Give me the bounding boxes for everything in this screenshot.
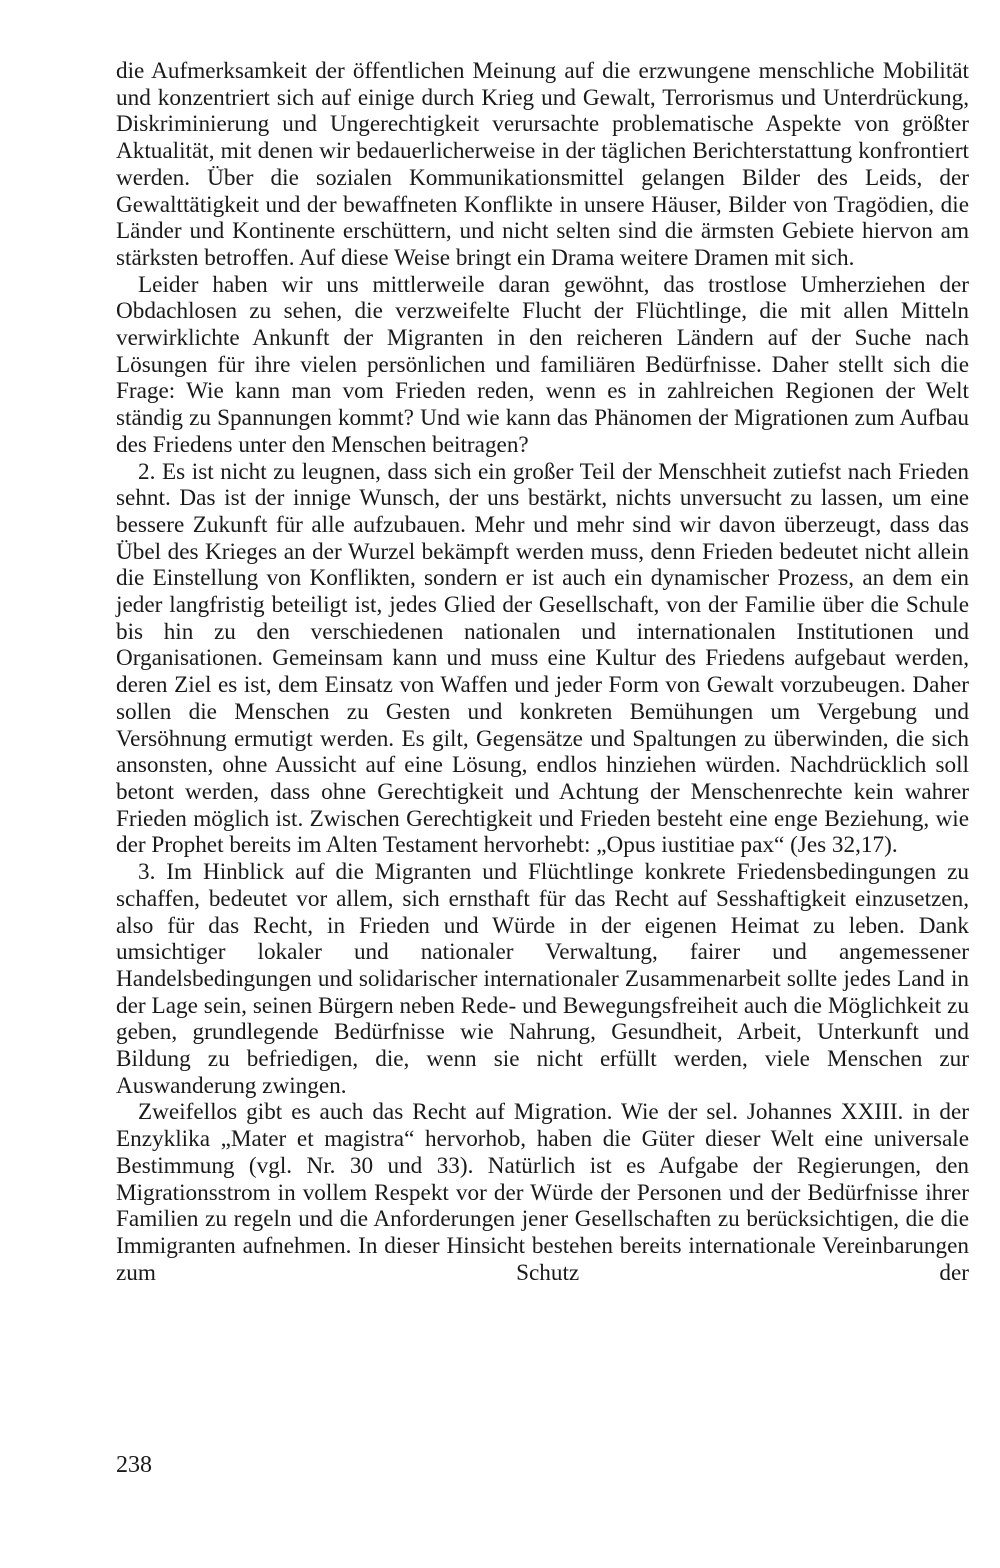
paragraph-5: Zweifellos gibt es auch das Recht auf Migration. Wie der sel. Johannes XXIII. in der Enzyklika „Mater et magistra“ hervorhob, haben die Güter dieser Welt eine universale Bestimmung (vgl. Nr. 30 und 33). Natürlich ist es Aufgabe der Regierungen, den Migrationsstrom in vollem Respekt vor der Würde der Personen und der Bedürfnisse ihrer Familien zu regeln und die Anforderungen jener Gesellschaften zu berücksichtigen, die die Immigranten aufnehmen. In dieser Hinsicht bestehen bereits internationale Vereinbarungen zum Schutz der	[116, 1099, 969, 1286]
paragraph-2: Leider haben wir uns mittlerweile daran gewöhnt, das trostlose Umherziehen der Obdachlosen zu sehen, die verzweifelte Flucht der Flüchtlinge, die mit allen Mitteln verwirklichte Ankunft der Migranten in den reicheren Ländern auf der Suche nach Lösungen für ihre vielen persönlichen und familiären Bedürfnisse. Daher stellt sich die Frage: Wie kann man vom Frieden reden, wenn es in zahlreichen Regionen der Welt ständig zu Spannungen kommt? Und wie kann das Phänomen der Migrationen zum Aufbau des Friedens unter den Menschen beitragen?	[116, 271, 969, 458]
paragraph-1: die Aufmerksamkeit der öffentlichen Meinung auf die erzwungene menschliche Mobilität und konzentriert sich auf einige durch Krieg und Gewalt, Terrorismus und Unterdrückung, Diskriminierung und Ungerechtigkeit verursachte problematische Aspekte von größter Aktualität, mit denen wir bedauerlicherweise in der täglichen Berichterstattung konfrontiert werden. Über die sozialen Kommunikationsmittel gelangen Bilder des Leids, der Gewalttätigkeit und der bewaffneten Konflikte in unsere Häuser, Bilder von Tragödien, die Länder und Kontinente erschüttern, und nicht selten sind die ärmsten Gebiete hiervon am stärksten betroffen. Auf diese Weise bringt ein Drama weitere Dramen mit sich.	[116, 58, 969, 271]
page-number: 238	[116, 1452, 152, 1478]
paragraph-4: 3. Im Hinblick auf die Migranten und Flüchtlinge konkrete Friedensbedingungen zu schaffen, bedeutet vor allem, sich ernsthaft für das Recht auf Sesshaftigkeit einzusetzen, also für das Recht, in Frieden und Würde in der eigenen Heimat zu leben. Dank umsichtiger lokaler und nationaler Verwaltung, fairer und angemessener Handelsbedingungen und solidarischer internationaler Zusammenarbeit sollte jedes Land in der Lage sein, seinen Bürgern neben Rede- und Bewegungsfreiheit auch die Möglichkeit zu geben, grundlegende Bedürfnisse wie Nahrung, Gesundheit, Arbeit, Unterkunft und Bildung zu befriedigen, die, wenn sie nicht erfüllt werden, viele Menschen zur Auswanderung zwingen.	[116, 859, 969, 1099]
page-body	[116, 58, 969, 1286]
paragraph-3: 2. Es ist nicht zu leugnen, dass sich ein großer Teil der Menschheit zutiefst nach Frieden sehnt. Das ist der innige Wunsch, der uns bestärkt, nichts unversucht zu lassen, um eine bessere Zukunft für alle aufzubauen. Mehr und mehr sind wir davon überzeugt, dass das Übel des Krieges an der Wurzel bekämpft werden muss, denn Frieden bedeutet nicht allein die Einstellung von Konflikten, sondern er ist auch ein dynamischer Prozess, an dem ein jeder langfristig beteiligt ist, jedes Glied der Gesellschaft, von der Familie über die Schule bis hin zu den verschiedenen nationalen und internationalen Institutionen und Organisationen. Gemeinsam kann und muss eine Kultur des Friedens aufgebaut werden, deren Ziel es ist, dem Einsatz von Waffen und jeder Form von Gewalt vorzubeugen. Daher sollen die Menschen zu Gesten und konkreten Bemühungen um Vergebung und Versöhnung ermutigt werden. Es gilt, Gegensätze und Spaltungen zu überwinden, die sich ansonsten, ohne Aussicht auf eine Lösung, endlos hinziehen würden. Nachdrücklich soll betont werden, dass ohne Gerechtigkeit und Achtung der Menschenrechte kein wahrer Frieden möglich ist. Zwischen Gerechtigkeit und Frieden besteht eine enge Beziehung, wie der Prophet bereits im Alten Testament hervorhebt: „Opus iustitiae pax“ (Jes 32,17).	[116, 458, 969, 859]
